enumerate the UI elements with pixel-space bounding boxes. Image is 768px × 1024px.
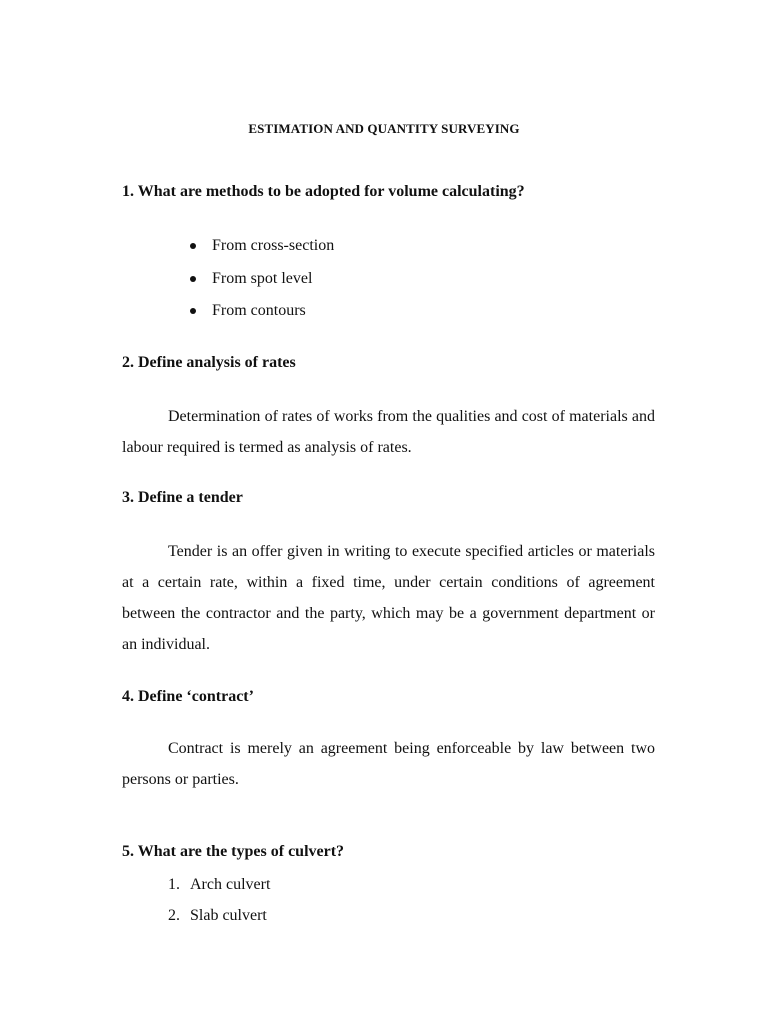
list-item-label: Slab culvert [190,907,267,924]
question-3-heading: 3. Define a tender [122,489,243,506]
question-1-heading: 1. What are methods to be adopted for volume calculating? [122,183,525,200]
document-title: ESTIMATION AND QUANTITY SURVEYING [248,121,520,136]
bullet-icon [190,276,196,282]
list-item-label: From contours [212,302,306,319]
question-5-answer-list [168,875,270,937]
question-2-heading: 2. Define analysis of rates [122,354,296,371]
list-item [190,236,334,269]
question-5-heading: 5. What are the types of culvert? [122,843,345,860]
list-item [190,269,334,302]
list-item-label: From cross-section [212,237,335,254]
question-4-heading: 4. Define ‘contract’ [122,688,254,705]
question-4-answer: Contract is merely an agreement being enforceable by law between two persons or parties. [122,740,655,788]
list-item [168,875,270,906]
list-item-label: From spot level [212,269,313,287]
list-item-label: Arch culvert [190,876,271,893]
question-2-answer: Determination of rates of works from the qualities and cost of materials and labour required is termed as analysis of rates. [122,408,655,456]
list-item-number: 1. [168,876,180,893]
list-item [190,301,334,334]
list-item-number: 2. [168,907,180,924]
question-1-answer-list [190,236,334,334]
bullet-icon [190,243,196,249]
bullet-icon [190,308,196,314]
list-item [168,906,270,937]
question-3-answer: Tender is an offer given in writing to execute specified articles or materials at a certain rate, within a fixed time, under certain conditions of agreement between the contractor and the party, which may be a government department or an individual. [122,543,655,653]
